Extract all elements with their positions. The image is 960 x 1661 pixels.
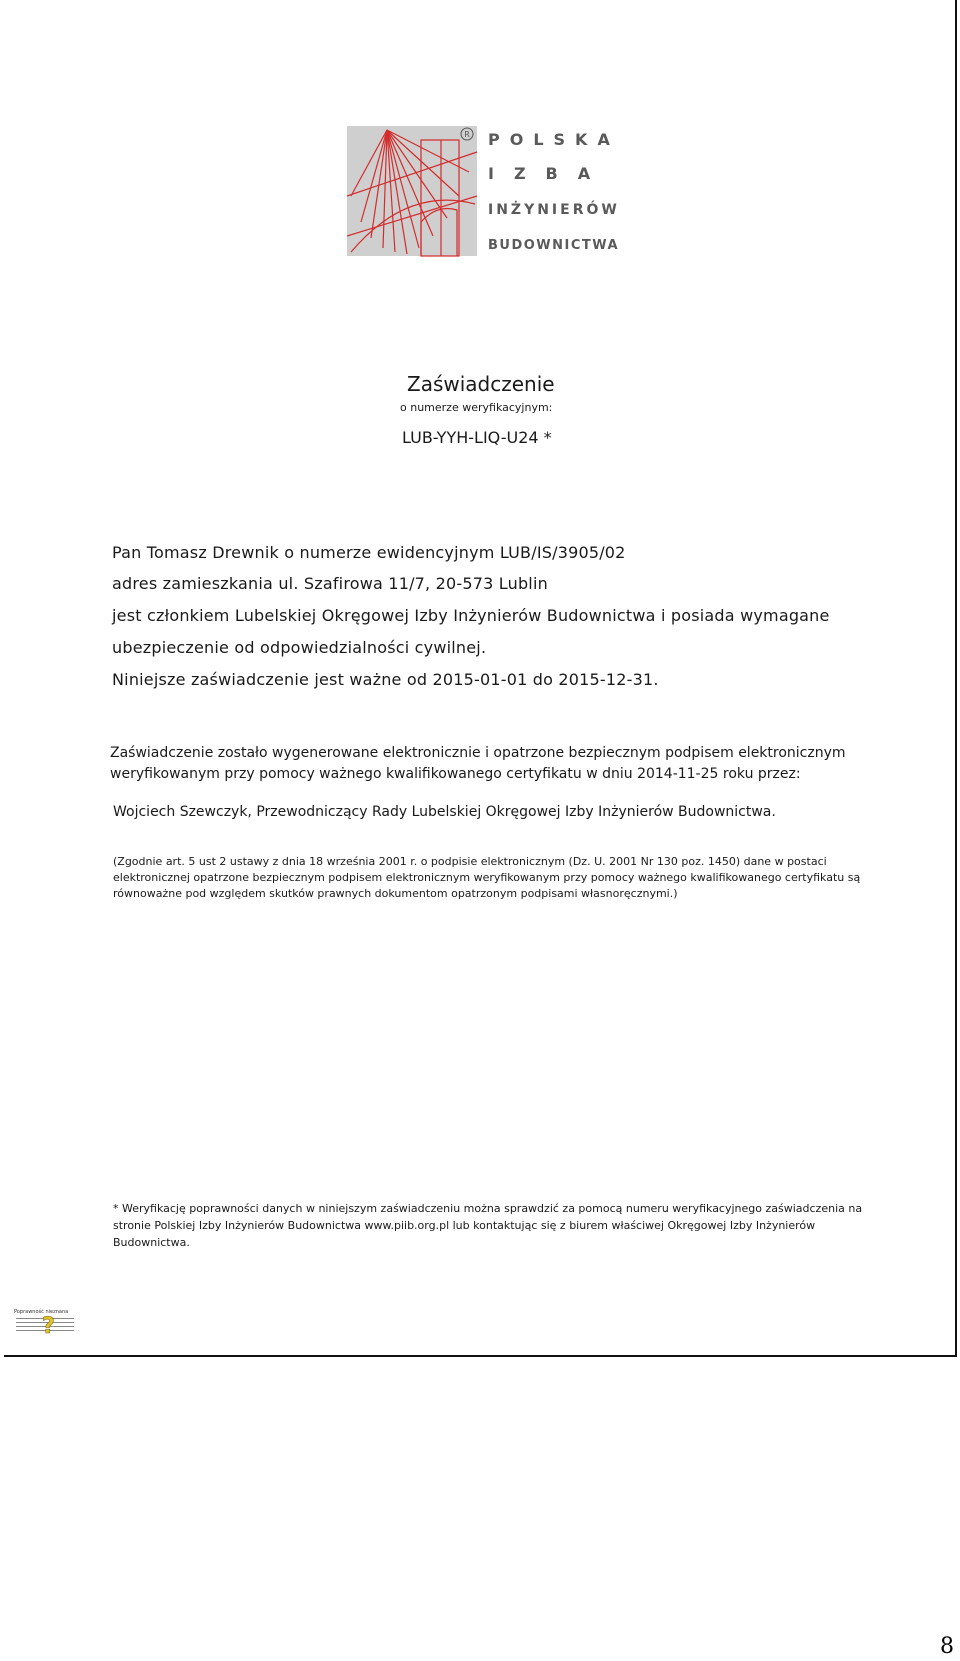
- membership-line: jest członkiem Lubelskiej Okręgowej Izby Inżynierów Budownictwa i posiada wymagane: [112, 606, 830, 625]
- question-mark-icon: [14, 1307, 79, 1339]
- member-name-line: Pan Tomasz Drewnik o numerze ewidencyjnym LUB/IS/3905/02: [112, 543, 626, 562]
- member-address-line: adres zamieszkania ul. Szafirowa 11/7, 20-573 Lublin: [112, 574, 548, 593]
- page-number: 8: [940, 1634, 954, 1659]
- signature-stamp-title: Poprawność nieznana: [14, 1309, 69, 1315]
- svg-text:R: R: [464, 130, 470, 139]
- certificate-title: Zaświadczenie: [407, 372, 555, 396]
- legal-note-line2: elektronicznej opatrzone bezpiecznym podpisem elektronicznym weryfikowanym przy pomocy ważnego kwalifikowanego certyfikatu są: [113, 871, 861, 884]
- legal-note-line3: równoważne pod względem skutków prawnych dokumentom opatrzonym podpisami własnoręcznymi.): [113, 887, 678, 900]
- verification-number: LUB-YYH-LIQ-U24 *: [402, 428, 552, 447]
- signer-line: Wojciech Szewczyk, Przewodniczący Rady Lubelskiej Okręgowej Izby Inżynierów Budownictwa.: [113, 804, 776, 820]
- logo-text-polska: POLSKA: [488, 130, 620, 149]
- generation-note-line1: Zaświadczenie zostało wygenerowane elektronicznie i opatrzone bezpiecznym podpisem elektronicznym: [110, 745, 846, 761]
- svg-text:?: ?: [42, 1314, 55, 1339]
- validity-line: Niniejsze zaświadczenie jest ważne od 2015-01-01 do 2015-12-31.: [112, 670, 659, 689]
- footnote-line2: stronie Polskiej Izby Inżynierów Budownictwa www.piib.org.pl lub kontaktując się z biurem właściwej Okręgowej Izby Inżynierów: [113, 1219, 816, 1232]
- logo-text-inzynierow: INŻYNIERÓW: [488, 202, 620, 218]
- page-frame-right: [955, 0, 957, 1356]
- footnote-line1: * Weryfikację poprawności danych w niniejszym zaświadczeniu można sprawdzić za pomocą numeru weryfikacyjnego zaświadczenia na: [113, 1202, 863, 1215]
- page-frame-bottom: [4, 1355, 957, 1357]
- insurance-line: ubezpieczenie od odpowiedzialności cywilnej.: [112, 638, 487, 657]
- certificate-subtitle: o numerze weryfikacyjnym:: [400, 401, 553, 414]
- logo-text-izba: IZBA: [488, 164, 611, 183]
- generation-note-line2: weryfikowanym przy pomocy ważnego kwalifikowanego certyfikatu w dniu 2014-11-25 roku przez:: [110, 766, 801, 782]
- legal-note-line1: (Zgodnie art. 5 ust 2 ustawy z dnia 18 września 2001 r. o podpisie elektronicznym (Dz. U. 2001 Nr 130 poz. 1450) dane w postaci: [113, 855, 827, 868]
- footnote-line3: Budownictwa.: [113, 1236, 190, 1249]
- logo-text-budownictwa: BUDOWNICTWA: [488, 238, 620, 253]
